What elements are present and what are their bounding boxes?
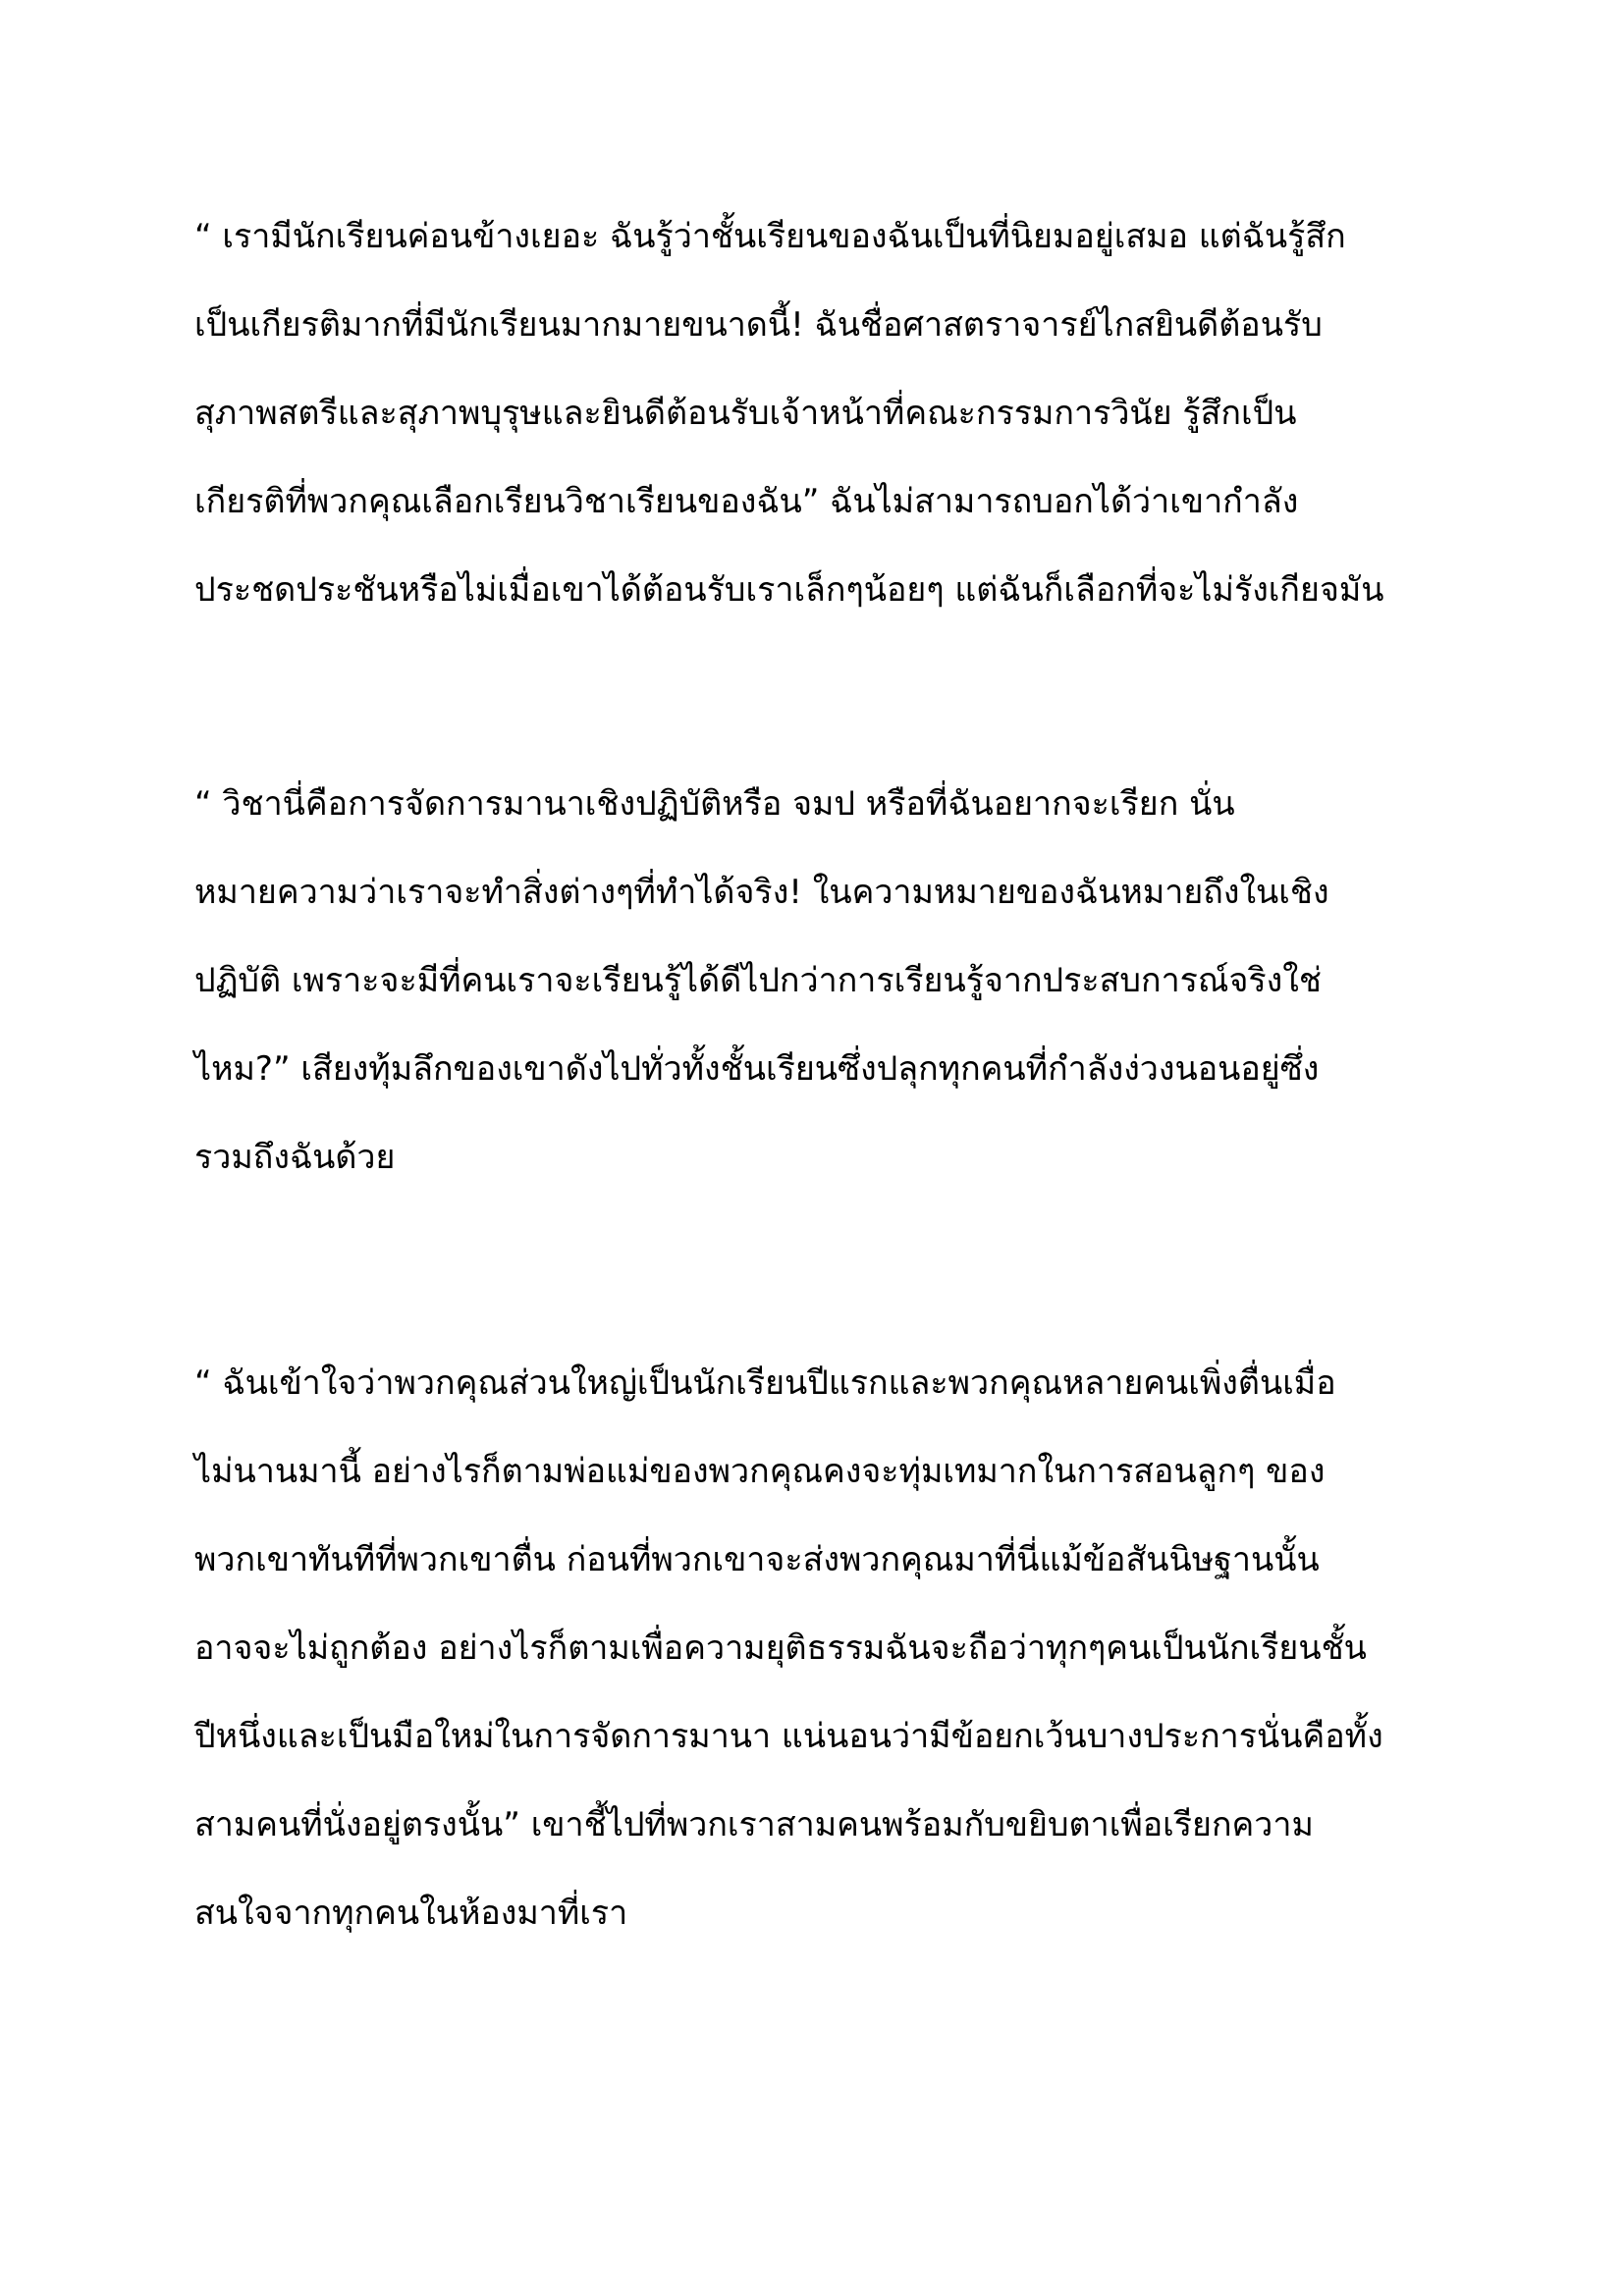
paragraph-line: ไม่นานมานี้ อย่างไรก็ตามพ่อแม่ของพวกคุณคงจะทุ่มเทมากในการสอนลูกๆ ของ (194, 1452, 1326, 1491)
paragraph-line: สนใจจากทุกคนในห้องมาที่เรา (194, 1894, 628, 1933)
paragraph-3 (194, 1339, 1471, 1957)
paragraph-line: ไหม?” เสียงทุ้มลึกของเขาดังไปทั่วทั้งชั้นเรียนซึ่งปลุกทุกคนที่กำลังง่วงนอนอยู่ซึ่ง (194, 1049, 1320, 1089)
paragraph-line: ปฏิบัติ เพราะจะมีที่คนเราจะเรียนรู้ได้ดีไปกว่าการเรียนรู้จากประสบการณ์จริงใช่ (194, 961, 1322, 1000)
paragraph-line: สุภาพสตรีและสุภาพบุรุษและยินดีต้อนรับเจ้าหน้าที่คณะกรรมการวินัย รู้สึกเป็น (194, 394, 1297, 433)
paragraph-2 (194, 760, 1471, 1201)
paragraph-line: “ เรามีนักเรียนค่อนข้างเยอะ ฉันรู้ว่าชั้นเรียนของฉันเป็นที่นิยมอยู่เสมอ แต่ฉันรู้สึก (194, 217, 1346, 256)
paragraph-line: ประชดประชันหรือไม่เมื่อเขาได้ต้อนรับเราเล็กๆน้อยๆ แต่ฉันก็เลือกที่จะไม่รังเกียจมัน (194, 570, 1384, 610)
paragraph-line: ปีหนึ่งและเป็นมือใหม่ในการจัดการมานา แน่นอนว่ามีข้อยกเว้นบางประการนั่นคือทั้ง (194, 1717, 1383, 1756)
paragraph-1 (194, 192, 1471, 634)
paragraph-line: เป็นเกียรติมากที่มีนักเรียนมากมายขนาดนี้! ฉันชื่อศาสตราจารย์ไกสยินดีต้อนรับ (194, 305, 1323, 345)
paragraph-line: รวมถึงฉันด้วย (194, 1138, 396, 1177)
paragraph-line: หมายความว่าเราจะทำสิ่งต่างๆที่ทำได้จริง! ในความหมายของฉันหมายถึงในเชิง (194, 873, 1329, 912)
paragraph-line: อาจจะไม่ถูกต้อง อย่างไรก็ตามเพื่อความยุติธรรมฉันจะถือว่าทุกๆคนเป็นนักเรียนชั้น (194, 1629, 1367, 1668)
paragraph-line: พวกเขาทันทีที่พวกเขาตื่น ก่อนที่พวกเขาจะส่งพวกคุณมาที่นี่แม้ข้อสันนิษฐานนั้น (194, 1540, 1320, 1579)
paragraph-line: “ ฉันเข้าใจว่าพวกคุณส่วนใหญ่เป็นนักเรียนปีแรกและพวกคุณหลายคนเพิ่งตื่นเมื่อ (194, 1363, 1336, 1403)
paragraph-line: สามคนที่นั่งอยู่ตรงนั้น” เขาชี้ไปที่พวกเราสามคนพร้อมกับขยิบตาเพื่อเรียกความ (194, 1805, 1314, 1844)
paragraph-line: “ วิชานี่คือการจัดการมานาเชิงปฏิบัติหรือ จมป หรือที่ฉันอยากจะเรียก นั่น (194, 784, 1235, 824)
paragraph-line: เกียรติที่พวกคุณเลือกเรียนวิชาเรียนของฉัน” ฉันไม่สามารถบอกได้ว่าเขากำลัง (194, 482, 1299, 521)
